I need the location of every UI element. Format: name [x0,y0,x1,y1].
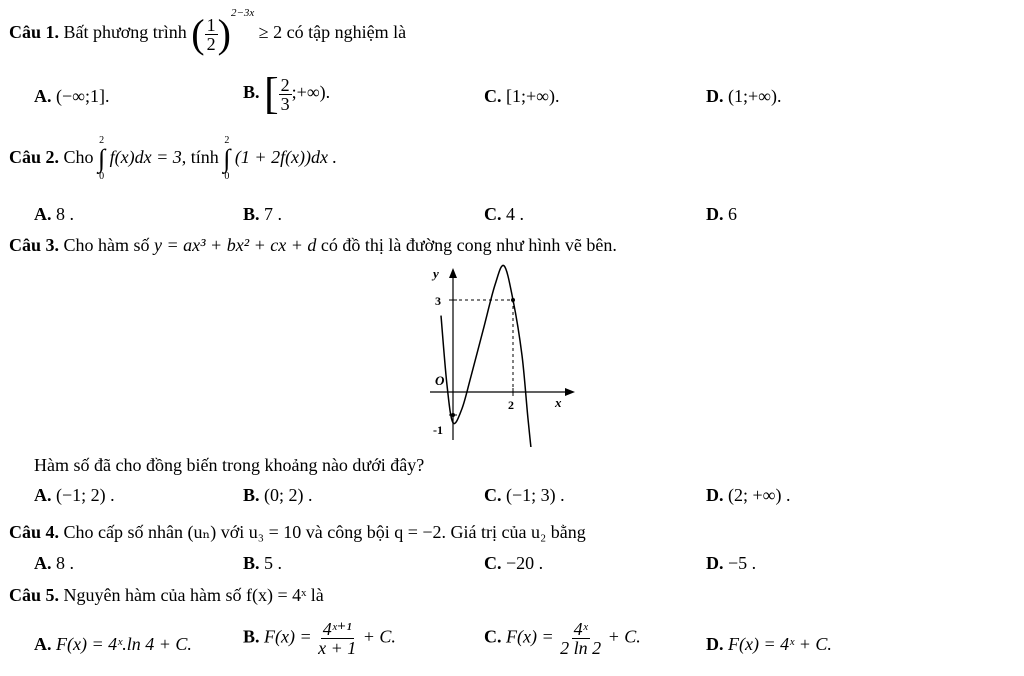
q1-exponent: 2−3x [230,7,255,20]
q3-label: Câu 3. [9,235,60,255]
q2-option-d: D. 6 [706,204,737,224]
q5-option-a: A. F(x) = 4ˣ.ln 4 + C. [34,634,192,654]
y-axis-label: y [433,266,439,281]
q3-question: Hàm số đã cho đồng biến trong khoảng nào dưới đây? [34,455,425,475]
q2-option-c: C. 4 . [484,204,524,224]
q3-formula: y = ax³ + bx² + cx + d [154,235,317,255]
q4-stem [9,522,586,543]
tick-label-x-2: 2 [508,398,514,412]
y-axis-arrow [449,268,457,278]
q2-label: Câu 2. [9,147,60,168]
q5-option-c: C. F(x) = $\frac{\text{4ˣ}}{2 \ln 2}$ + C. [484,619,641,658]
q2-option-b: B. 7 . [243,204,283,224]
q4-option-b: B. 5 . [243,553,283,573]
x-axis-arrow [565,388,575,396]
tick-label-y-3: 3 [435,294,441,308]
q4-option-a: A. 8 . [34,553,74,573]
q4-option-c: C. −20 . [484,553,544,573]
q1-text-after: có tập nghiệm là [286,22,407,43]
origin-label: O [435,373,445,388]
q1-base-fraction: $\frac{1}{2}$ [206,14,216,54]
cubic-graph [405,262,590,447]
q3-option-d: D. (2; +∞) . [706,485,791,505]
q2-option-a: A. 8 . [34,204,74,224]
q4-option-d: D. −5 . [706,553,757,573]
q1-option-d: D. (1;+∞). [706,86,782,106]
q1-option-b: B. [ $\frac{2}{3}$ ;+∞). [243,69,331,118]
cubic-curve [441,265,534,447]
q1-text-before: Bất phương trình [63,22,187,43]
x-axis-label: x [555,395,562,410]
q4-label: Câu 4. [9,522,60,542]
q1-option-a: A. (−∞;1]. [34,86,110,106]
q5-text: Nguyên hàm của hàm số f(x) = 4ˣ là [63,585,324,605]
q1-stem: Câu 1. Bất phương trình ( $\frac{1}{2}$ )$^{2-3x}$ ≥ 2 có tập nghiệm là [9,7,407,56]
q2-expr2: (1 + 2f(x))dx . [234,147,338,168]
q3-option-a: A. (−1; 2) . [34,485,115,505]
q2-expr1: f(x)dx = 3 [109,147,182,168]
integral-1: 2 ∫ 0 [98,135,106,182]
q3-stem: Câu 3. Cho hàm số y = ax³ + bx² + cx + d có đồ thị là đường cong như hình vẽ bên. [9,235,617,255]
tick-label-y-neg1: -1 [433,423,443,437]
q1-rhs: ≥ 2 [258,22,283,43]
q1-option-c: C. [1;+∞). [484,86,560,106]
q5-option-d: D. F(x) = 4ˣ + C. [706,634,832,654]
q3-option-c: C. (−1; 3) . [484,485,565,505]
q2-stem: Câu 2. Cho 2 ∫ 0 f(x)dx = 3, tính 2 ∫ 0 (1 + 2f(x))dx . [9,135,338,182]
q3-option-b: B. (0; 2) . [243,485,313,505]
q5-stem [9,585,324,606]
integral-2: 2 ∫ 0 [223,135,231,182]
q5-label: Câu 5. [9,585,60,605]
q5-option-b: B. F(x) = $\frac{\text{4ˣ⁺¹}}{x + 1}$ + C. [243,619,396,658]
q4-text: Cho cấp số nhân (uₙ) với u₃ = 10 và công bội q = −2. Giá trị của u₂ bằng [63,522,586,542]
q1-label: Câu 1. [9,22,60,43]
